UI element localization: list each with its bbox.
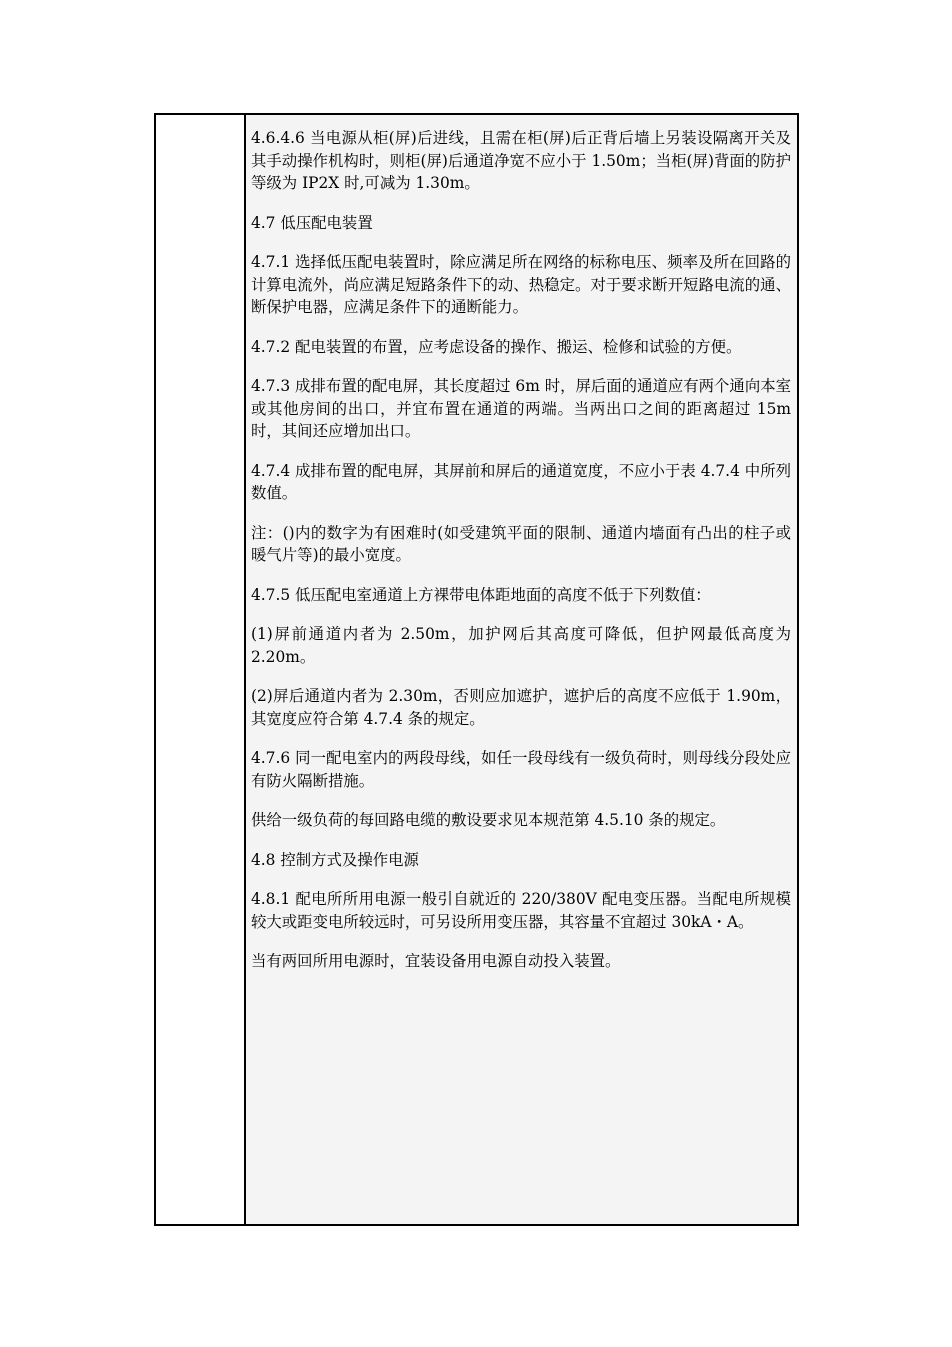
table-content-cell xyxy=(246,115,797,1224)
clause-4-7-3: 4.7.3 成排布置的配电屏，其长度超过 6m 时，屏后面的通道应有两个通向本室或其他房间的出口，并宜布置在通道的两端。当两出口之间的距离超过 15m 时，其间还应增加出口。 xyxy=(251,377,791,440)
clause-4-7-2: 4.7.2 配电装置的布置，应考虑设备的操作、搬运、检修和试验的方便。 xyxy=(251,337,742,356)
clause-4-7-5-item-2: (2)屏后通道内者为 2.30m，否则应加遮护，遮护后的高度不应低于 1.90m，其宽度应符合第 4.7.4 条的规定。 xyxy=(251,687,791,728)
clause-4-7-5: 4.7.5 低压配电室通道上方裸带电体距地面的高度不低于下列数值： xyxy=(251,585,711,604)
clause-4-7-4: 4.7.4 成排布置的配电屏，其屏前和屏后的通道宽度，不应小于表 4.7.4 中所列数值。 xyxy=(251,461,791,502)
clause-4-7-1: 4.7.1 选择低压配电装置时，除应满足所在网络的标称电压、频率及所在回路的计算电流外，尚应满足短路条件下的动、热稳定。对于要求断开短路电流的通、断保护电器，应满足条件下的通断能力。 xyxy=(251,253,791,316)
clause-4-8-1-supplement: 当有两回所用电源时，宜装设备用电源自动投入装置。 xyxy=(251,952,621,970)
clause-4-7-6-supplement: 供给一级负荷的每回路电缆的敷设要求见本规范第 4.5.10 条的规定。 xyxy=(251,811,726,829)
clause-4-8-1: 4.8.1 配电所所用电源一般引自就近的 220/380V 配电变压器。当配电所规模较大或距变电所较远时，可另设所用变压器，其容量不宜超过 30kA・A。 xyxy=(251,890,791,931)
clause-4-7-6: 4.7.6 同一配电室内的两段母线，如任一段母线有一级负荷时，则母线分段处应有防火隔断措施。 xyxy=(251,749,791,790)
table-left-column xyxy=(156,115,246,1224)
clause-4-6-4-6: 4.6.4.6 当电源从柜(屏)后进线，且需在柜(屏)后正背后墙上另装设隔离开关及其手动操作机构时，则柜(屏)后通道净宽不应小于 1.50m；当柜(屏)背面的防护等级为 IP2X 时,可减为 1.30m。 xyxy=(251,129,791,192)
note-paragraph: 注：()内的数字为有困难时(如受建筑平面的限制、通道内墙面有凸出的柱子或暖气片等)的最小宽度。 xyxy=(251,523,791,564)
clause-4-7-5-item-1: (1)屏前通道内者为 2.50m，加护网后其高度可降低，但护网最低高度为 2.20m。 xyxy=(251,625,791,666)
section-4-8-heading: 4.8 控制方式及操作电源 xyxy=(251,850,419,869)
section-4-7-heading: 4.7 低压配电装置 xyxy=(251,213,373,232)
document-table xyxy=(154,113,799,1226)
